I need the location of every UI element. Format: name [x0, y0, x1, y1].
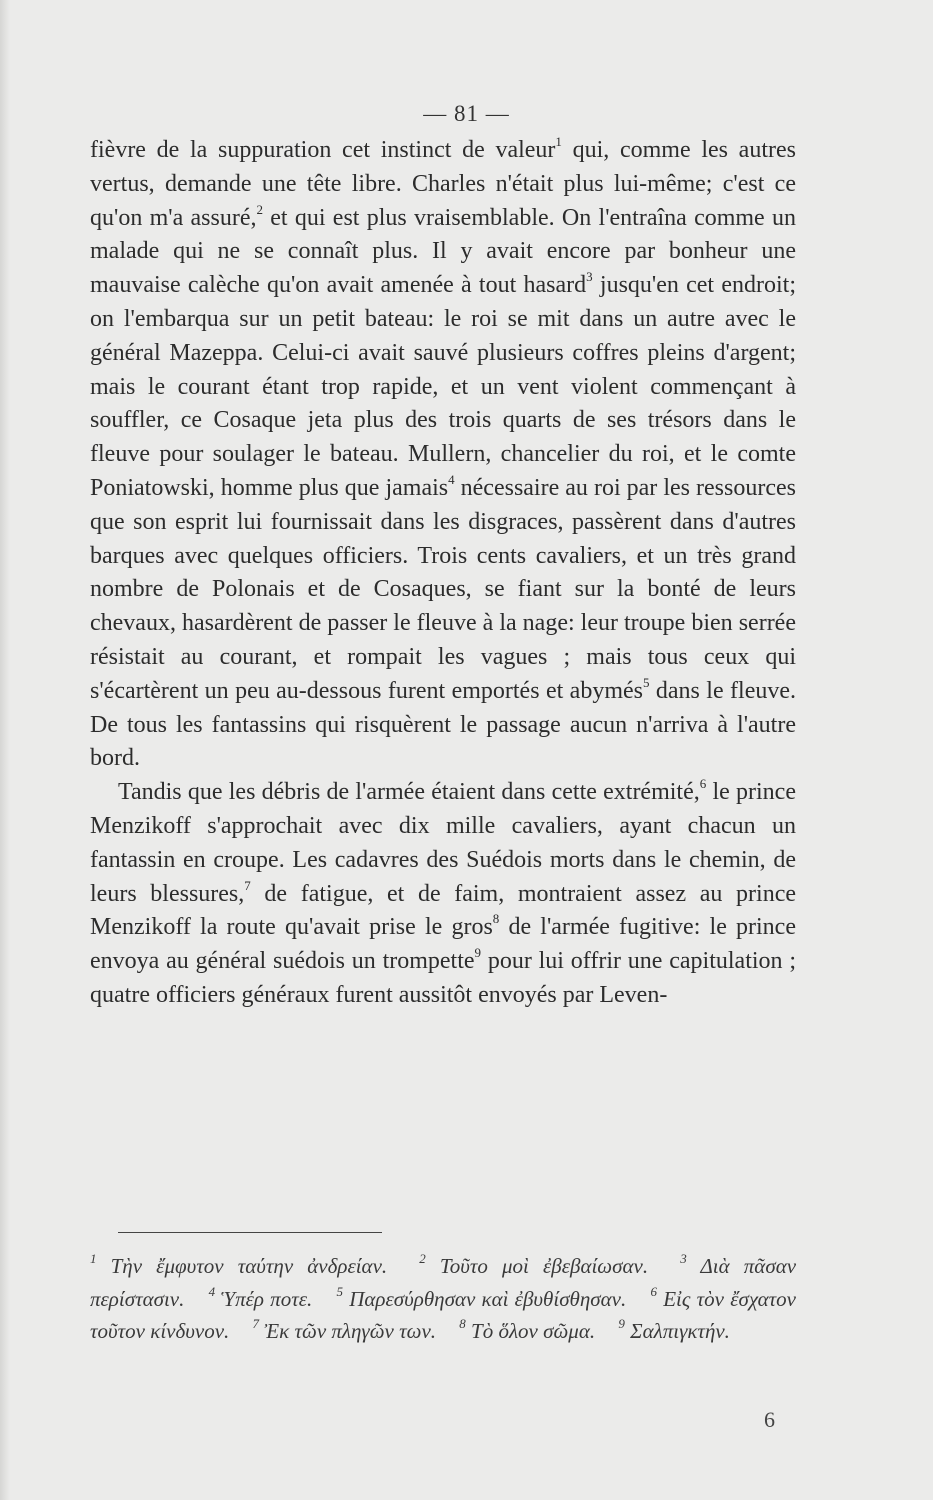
footnote-ref: 8 — [492, 911, 500, 927]
footnote-text: Διὰ πᾶσαν περίστασιν. — [90, 1254, 797, 1311]
footnote-ref: 7 — [244, 877, 251, 893]
footnote-number: 3 — [680, 1251, 687, 1266]
text-segment: pour lui offrir une capitulation ; quatre officiers généraux furent aussitôt envoyés par Leven- — [90, 948, 796, 1008]
body-text — [90, 134, 796, 1013]
page-number: — 81 — — [423, 101, 510, 126]
footnotes — [90, 1250, 796, 1348]
text-segment: dans le fleuve. De tous les fantassins qui risquèrent le passage aucun n'arriva à l'autre bord. — [90, 677, 797, 772]
paragraph — [90, 776, 796, 1013]
footnote — [336, 1283, 627, 1311]
footnote-text: Ἐκ τῶν πληγῶν των. — [259, 1319, 437, 1343]
footnote-ref: 2 — [256, 201, 263, 217]
footnote-ref: 6 — [699, 776, 707, 792]
paragraph — [90, 134, 796, 776]
footnote — [208, 1283, 313, 1311]
footnote-number: 7 — [252, 1316, 260, 1331]
footnote-text: Εἰς τὸν ἔσχατον τοῦτον κίνδυνον. — [90, 1286, 796, 1343]
signature-mark: 6 — [764, 1407, 775, 1432]
footnote-number: 8 — [459, 1316, 466, 1331]
text-segment: Tandis que les débris de l'armée étaient dans cette extrémité, — [118, 779, 700, 806]
footnote-text: Ὑπέρ ποτε. — [215, 1286, 313, 1311]
footnote — [459, 1316, 596, 1343]
text-segment: nécessaire au roi par les ressources que son esprit lui fournissait dans les disgraces, passèrent dans d'autres barques avec quelques officiers. Trois cents cavaliers, et un très grand nombre de Polonais et de Cosaques, se fiant sur la bonté de leurs chevaux, hasardèrent de passer le fleuve à la nage: leur troupe bien serrée résistait au courant, et rompait les vagues ; mais tous ceux qui s'écartèrent un peu au-dessous furent emportés et abymés — [90, 474, 796, 704]
footnote-number: 1 — [90, 1251, 97, 1266]
page-edge-shadow — [0, 0, 10, 1500]
text-segment: le prince Menzikoff s'approchait avec dix mille cavaliers, ayant chacun un fantassin en croupe. Les cadavres des Suédois morts dans le chemin, de leurs blessures, — [90, 779, 796, 907]
footnote-ref: 9 — [474, 945, 482, 961]
footnote — [419, 1251, 649, 1278]
footnote — [618, 1316, 730, 1343]
footnote-ref: 4 — [448, 471, 455, 487]
footnote-ref: 3 — [586, 269, 593, 285]
text-segment: de fatigue, et de faim, montraient assez au prince Menzikoff la route qu'avait prise le gros — [90, 880, 796, 941]
text-segment: de l'armée fugitive: le prince envoya au général suédois un trompette — [90, 914, 796, 975]
footnote-number: 2 — [419, 1251, 426, 1266]
footnote-rule — [118, 1232, 382, 1233]
footnote-text: Τὴν ἔμφυτον ταύτην ἀνδρείαν. — [96, 1254, 388, 1278]
footnote-ref: 5 — [643, 674, 650, 690]
text-segment: qui, comme les autres vertus, demande une tête libre. Charles n'était plus lui-même; c'est ce qu'on m'a assuré, — [90, 137, 796, 231]
footnote-number: 4 — [208, 1283, 216, 1299]
footnote-number: 6 — [650, 1283, 657, 1299]
footnote-text: Τὸ ὅλον σῶμα. — [465, 1319, 596, 1343]
footnote — [252, 1316, 437, 1343]
text-segment: et qui est plus vraisemblable. On l'entraîna comme un malade qui ne se connaît plus. Il y avait encore par bonheur une mauvaise calèche qu'on avait amenée à tout hasard — [90, 204, 796, 299]
footnote-text: Σαλπιγκτήν. — [624, 1319, 730, 1343]
footnote — [90, 1251, 388, 1278]
text-segment: jusqu'en cet endroit; on l'embarqua sur un petit bateau: le roi se mit dans un autre avec le général Mazeppa. Celui-ci avait sauvé plusieurs coffres pleins d'argent; mais le courant étant trop rapide, et un vent violent commençant à souffler, ce Cosaque jeta plus des trois quarts de ses trésors dans le fleuve pour soulager le bateau. Mullern, chancelier du roi, et le comte Poniatowski, homme plus que jamais — [90, 272, 796, 501]
footnote-text: Τοῦτο μοὶ ἐβεβαίωσαν. — [425, 1254, 649, 1278]
text-segment: fièvre de la suppuration cet instinct de valeur — [90, 137, 556, 163]
footnote-number: 9 — [618, 1316, 625, 1331]
footnote-ref: 1 — [555, 134, 562, 149]
footnote-text: Παρεσύρθησαν καὶ ἐβυθίσθησαν. — [342, 1286, 627, 1311]
footnote-number: 5 — [336, 1283, 343, 1299]
